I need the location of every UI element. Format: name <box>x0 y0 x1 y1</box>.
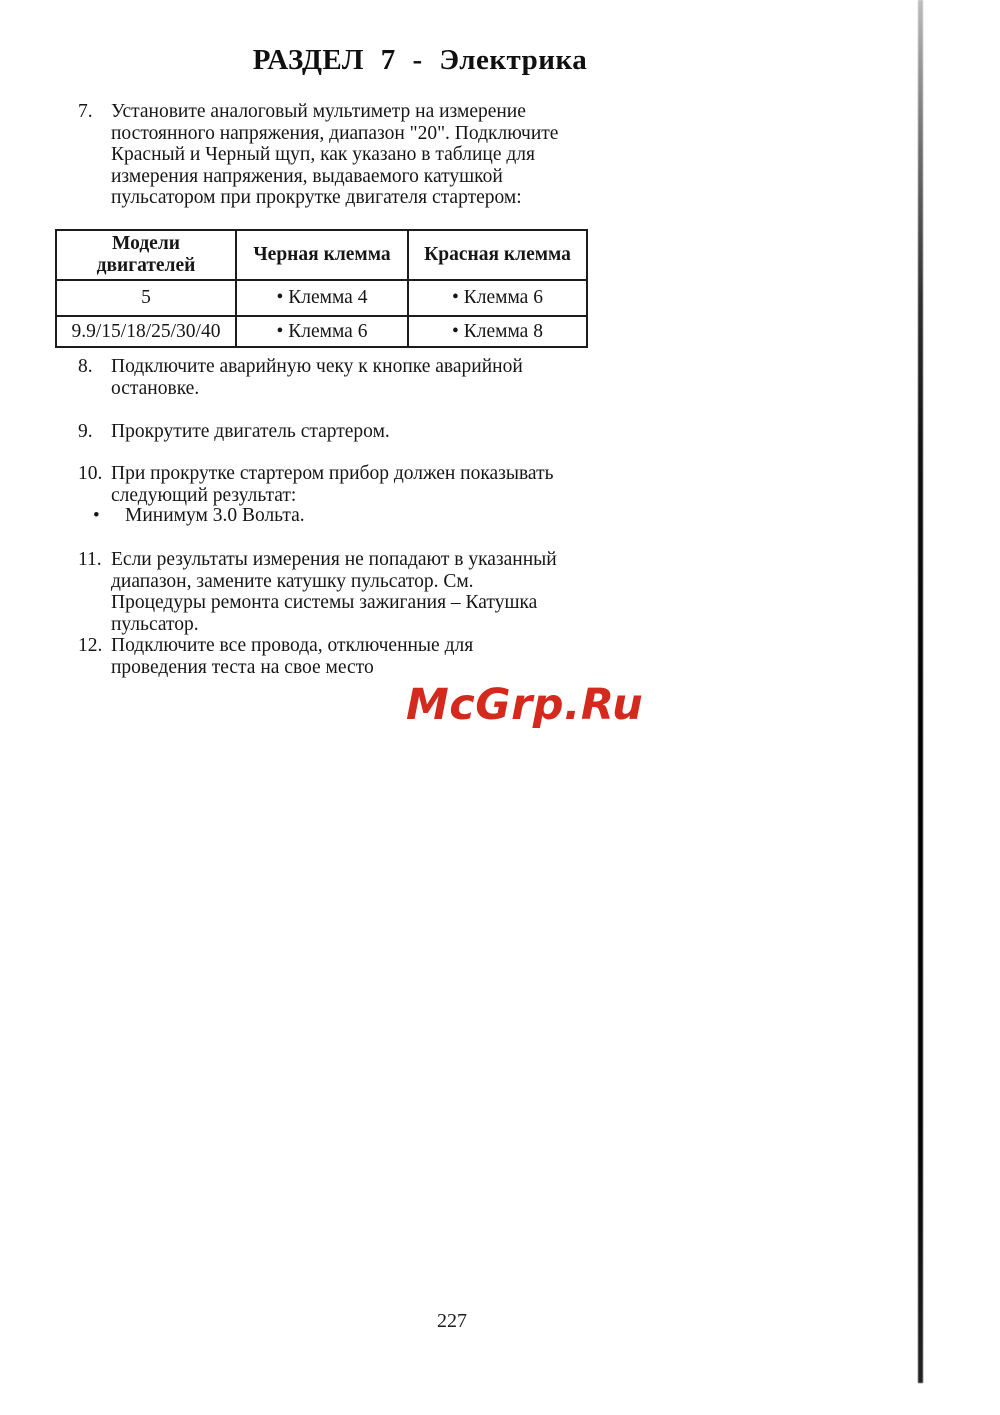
section-title: РАЗДЕЛ 7 - Электрика <box>252 44 588 76</box>
table-header-red-terminal: Красная клемма <box>408 230 587 280</box>
item-number: 9. <box>78 421 93 442</box>
item-text: Прокрутите двигатель стартером. <box>111 421 390 442</box>
bullet-icon: • <box>93 505 100 526</box>
item-text: Подключите аварийную чеку к кнопке аварийной остановке. <box>111 356 523 399</box>
table-cell-black: • Клемма 4 <box>236 280 408 316</box>
scan-binding-line <box>918 0 923 1383</box>
bullet-text: Минимум 3.0 Вольта. <box>125 505 305 526</box>
table-header-black-terminal: Черная клемма <box>236 230 408 280</box>
item-number: 7. <box>78 101 93 122</box>
mcgrp-watermark: McGrp.Ru <box>406 680 644 730</box>
list-item-8 <box>78 356 573 399</box>
bullet-item-minimum-voltage <box>93 505 305 527</box>
list-item-12 <box>78 635 573 678</box>
list-item-10 <box>78 463 573 506</box>
page-number: 227 <box>437 1310 467 1332</box>
item-number: 10. <box>78 463 103 484</box>
item-number: 12. <box>78 635 103 656</box>
item-text: Если результаты измерения не попадают в указанный диапазон, замените катушку пульсатор. См. Процедуры ремонта системы зажигания – Катушка пульсатор. <box>111 549 557 635</box>
item-text: Установите аналоговый мультиметр на измерение постоянного напряжения, диапазон "20". Подключите Красный и Черный щуп, как указано в таблице для измерения напряжения, выдаваемого катушкой пульсатором при прокрутке двигателя стартером: <box>111 101 559 209</box>
table-cell-model: 5 <box>56 280 236 316</box>
table-header-models: Модели двигателей <box>56 230 236 280</box>
table-cell-red: • Клемма 8 <box>408 316 587 347</box>
item-number: 8. <box>78 356 93 377</box>
table-row <box>56 280 587 316</box>
list-item-11 <box>78 549 573 635</box>
table-cell-red: • Клемма 6 <box>408 280 587 316</box>
table-header-row <box>56 230 587 280</box>
list-item-7 <box>78 101 573 209</box>
item-text: Подключите все провода, отключенные для проведения теста на свое место <box>111 635 474 678</box>
item-text: При прокрутке стартером прибор должен показывать следующий результат: <box>111 463 554 506</box>
terminal-connection-table <box>55 229 588 348</box>
table-cell-black: • Клемма 6 <box>236 316 408 347</box>
table-cell-model: 9.9/15/18/25/30/40 <box>56 316 236 347</box>
table-row <box>56 316 587 347</box>
item-number: 11. <box>78 549 102 570</box>
list-item-9 <box>78 421 573 443</box>
